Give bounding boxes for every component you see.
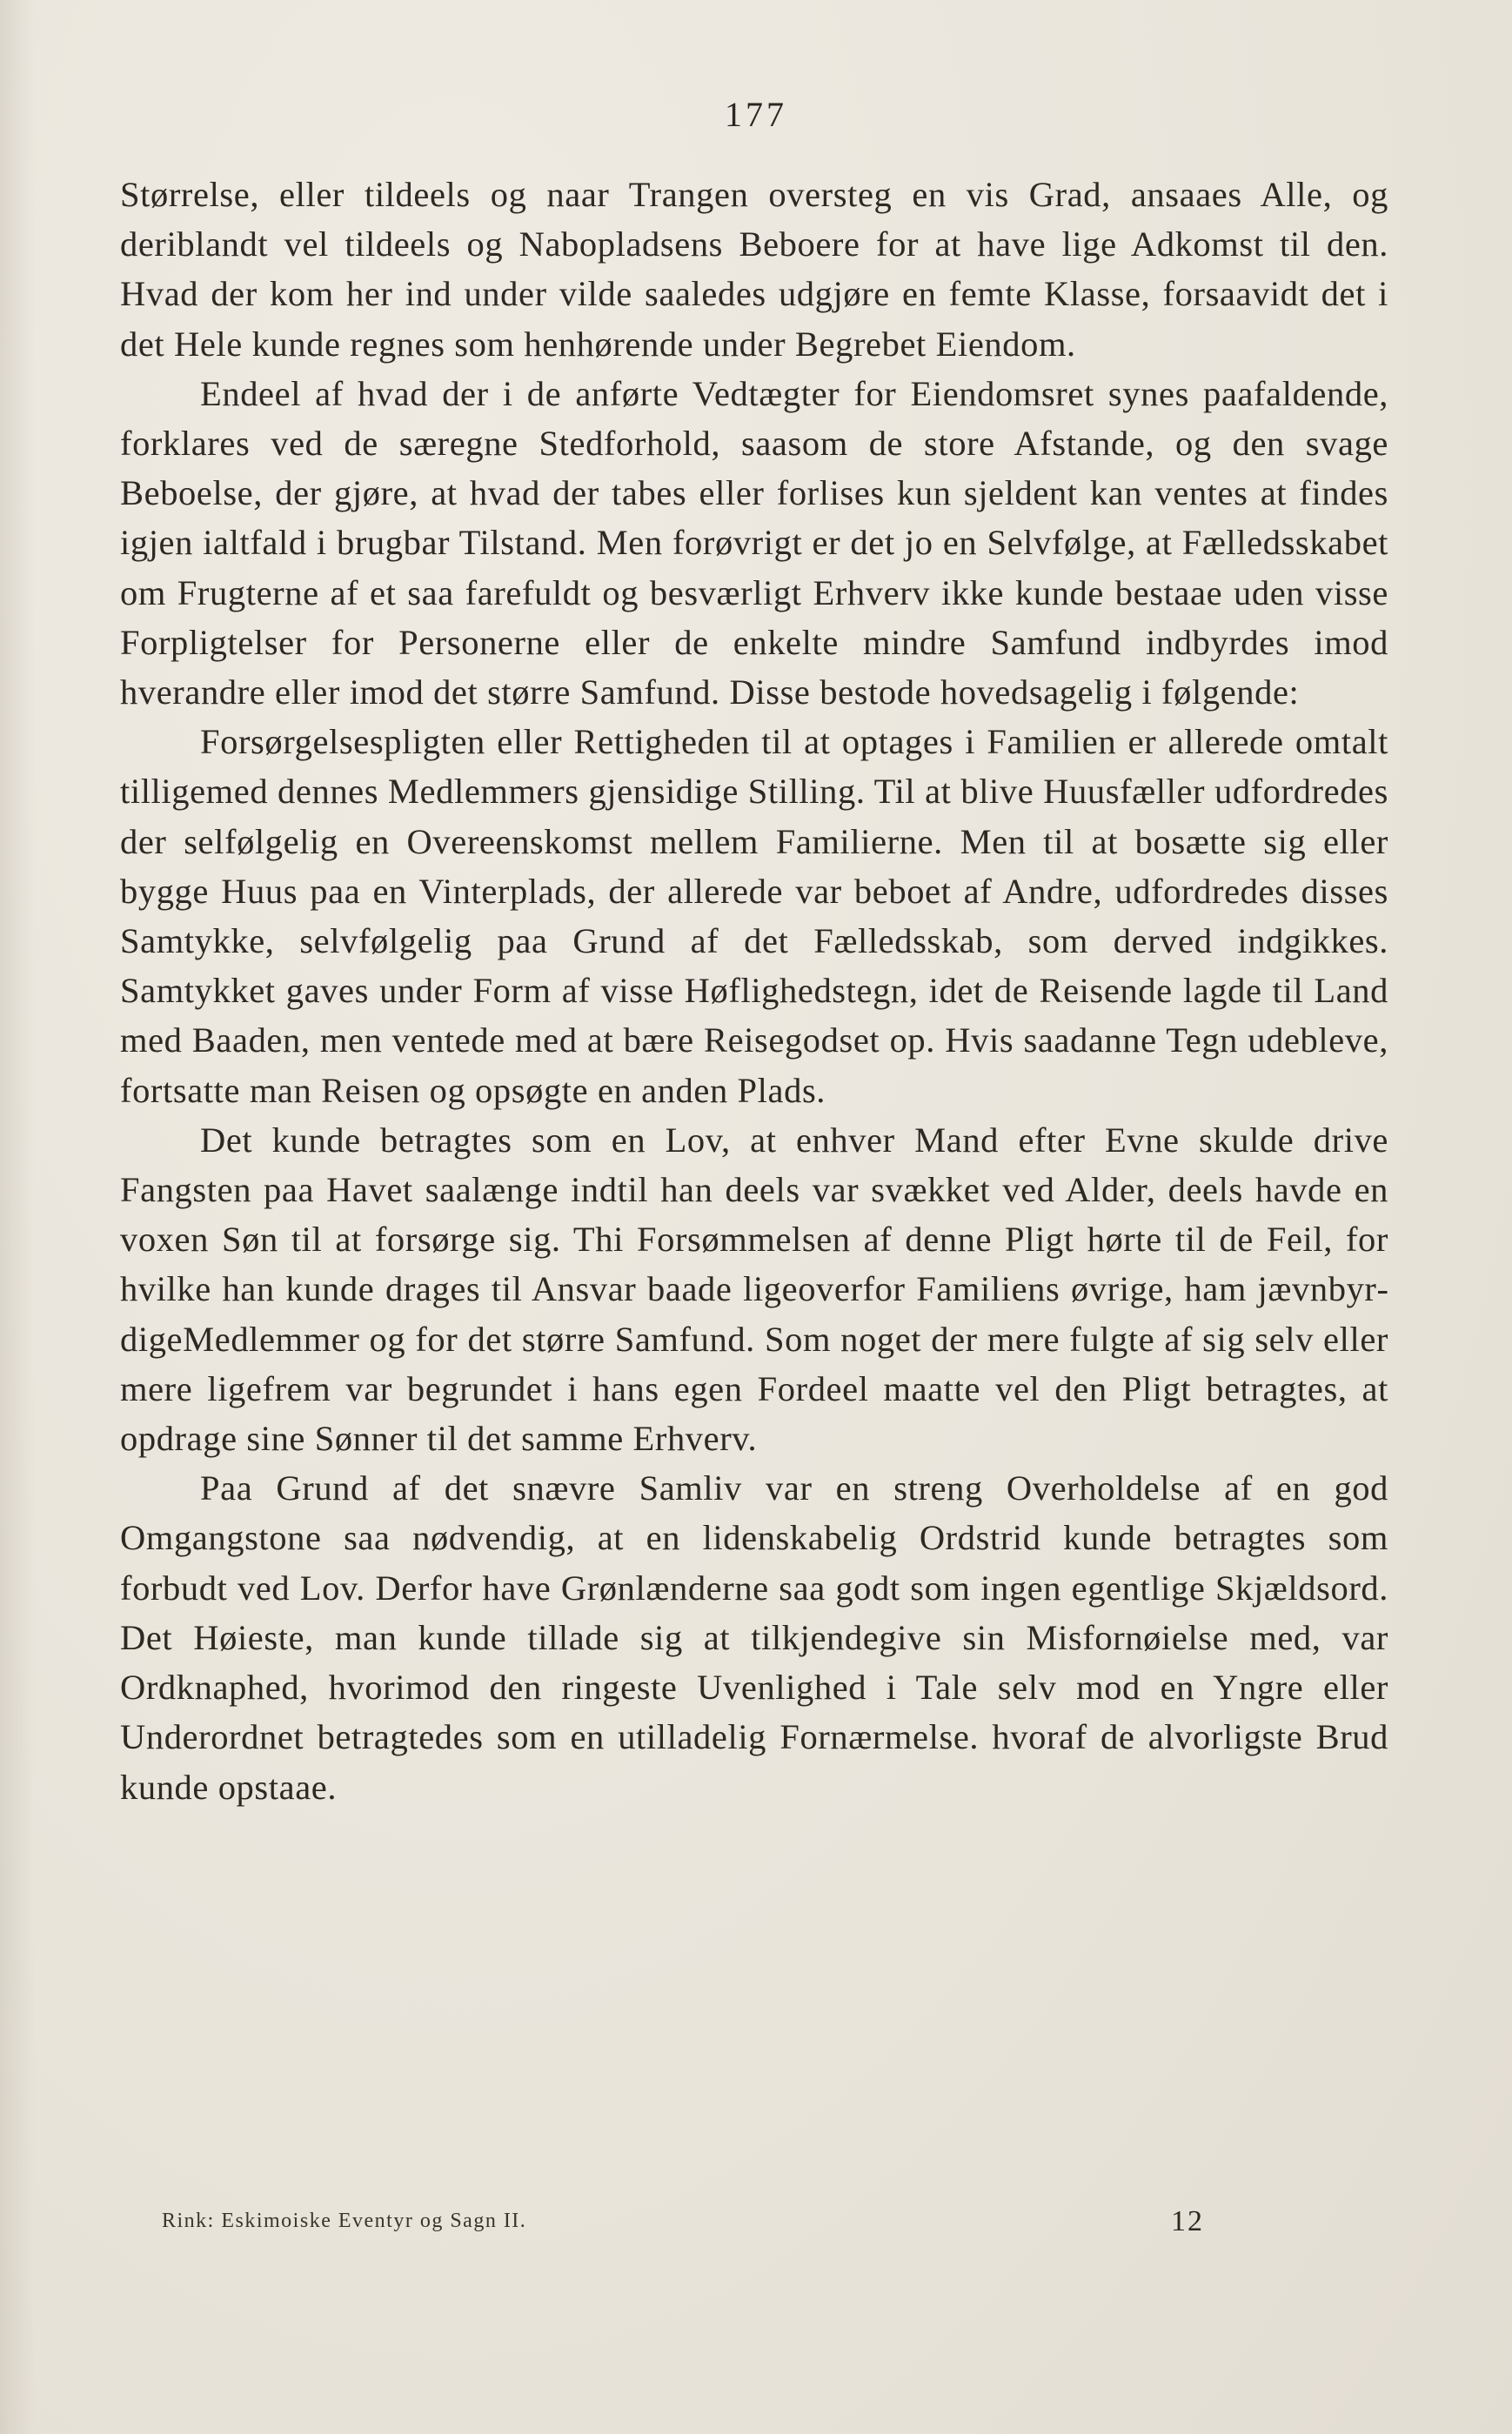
paragraph: Paa Grund af det snævre Samliv var en streng Overholdelse af en god Omgangstone saa nødvendig, at en lidenskabelig Ordstrid kunde betragtes som forbudt ved Lov. Derfor have Grønlænderne saa godt som ingen egentlige Skjældsord. Det Høieste, man kunde tillade sig at tilkjendegive sin Misfornøielse med, var Ordknaphed, hvorimod den ringeste Uvenlighed i Tale selv mod en Yngre eller Underordnet betragtedes som en utilladelig Fornærmelse. hvoraf de alvorligste Brud kunde opstaae. — [120, 1468, 1388, 1807]
signature-mark: 12 — [1171, 2205, 1204, 2237]
footer-citation: Rink: Eskimoiske Eventyr og Sagn II. — [162, 2210, 527, 2232]
paragraph: Forsørgelsespligten eller Rettigheden til at optages i Familien er allerede omtalt tilligemed dennes Medlemmers gjensidige Stilling. Til at blive Huusfæller udfordredes der selfølgelig en Overeenskomst mellem Familierne. Men til at bosætte sig eller bygge Huus paa en Vinterplads, der allerede var beboet af Andre, udfordredes disses Samtykke, selvfølgelig paa Grund af det Fælledsskab, som derved indgikkes. Samtykket gaves under Form af visse Høflighedstegn, idet de Reisende lagde til Land med Baaden, men ventede med at bære Reisegodset op. Hvis saadanne Tegn udebleve, fortsatte man Reisen og opsøgte en anden Plads. — [120, 722, 1388, 1110]
paragraph: Størrelse, eller tildeels og naar Trangen oversteg en vis Grad, ansaaes Alle, og deriblandt vel tildeels og Nabopladsens Beboere for at have lige Adkomst til den. Hvad der kom her ind under vilde saaledes udgjøre en femte Klasse, forsaavidt det i det Hele kunde regnes som henhørende under Begrebet Eiendom. — [120, 175, 1388, 364]
body-text — [120, 170, 1388, 1812]
page-edge-shadow — [0, 0, 35, 2434]
paragraph: Endeel af hvad der i de anførte Vedtægter for Eiendomsret synes paafaldende, forklares ved de særegne Stedforhold, saasom de store Afstande, og den svage Beboelse, der gjøre, at hvad der tabes eller forlises kun sjeldent kan ventes at findes igjen ialtfald i brugbar Tilstand. Men forøvrigt er det jo en Selvfølge, at Fælledsskabet om Frugterne af et saa farefuldt og besværligt Erhverv ikke kunde bestaae uden visse Forpligtelser for Personerne eller de enkelte mindre Samfund indbyrdes imod hverandre eller imod det større Samfund. Disse bestode hovedsagelig i følgende: — [120, 373, 1388, 712]
paragraph: Det kunde betragtes som en Lov, at enhver Mand efter Evne skulde drive Fangsten paa Havet saalænge indtil han deels var svækket ved Alder, deels havde en voxen Søn til at forsørge sig. Thi Forsømmelsen af denne Pligt hørte til de Feil, for hvilke han kunde drages til Ansvar baade ligeoverfor Familiens øvrige, ham jævnbyrdigeMedlemmer og for det større Samfund. Som noget der mere fulgte af sig selv eller mere ligefrem var begrundet i hans egen Fordeel maatte vel den Pligt betragtes, at opdrage sine Sønner til det samme Erhverv. — [120, 1120, 1388, 1459]
page-number: 177 — [725, 95, 787, 134]
